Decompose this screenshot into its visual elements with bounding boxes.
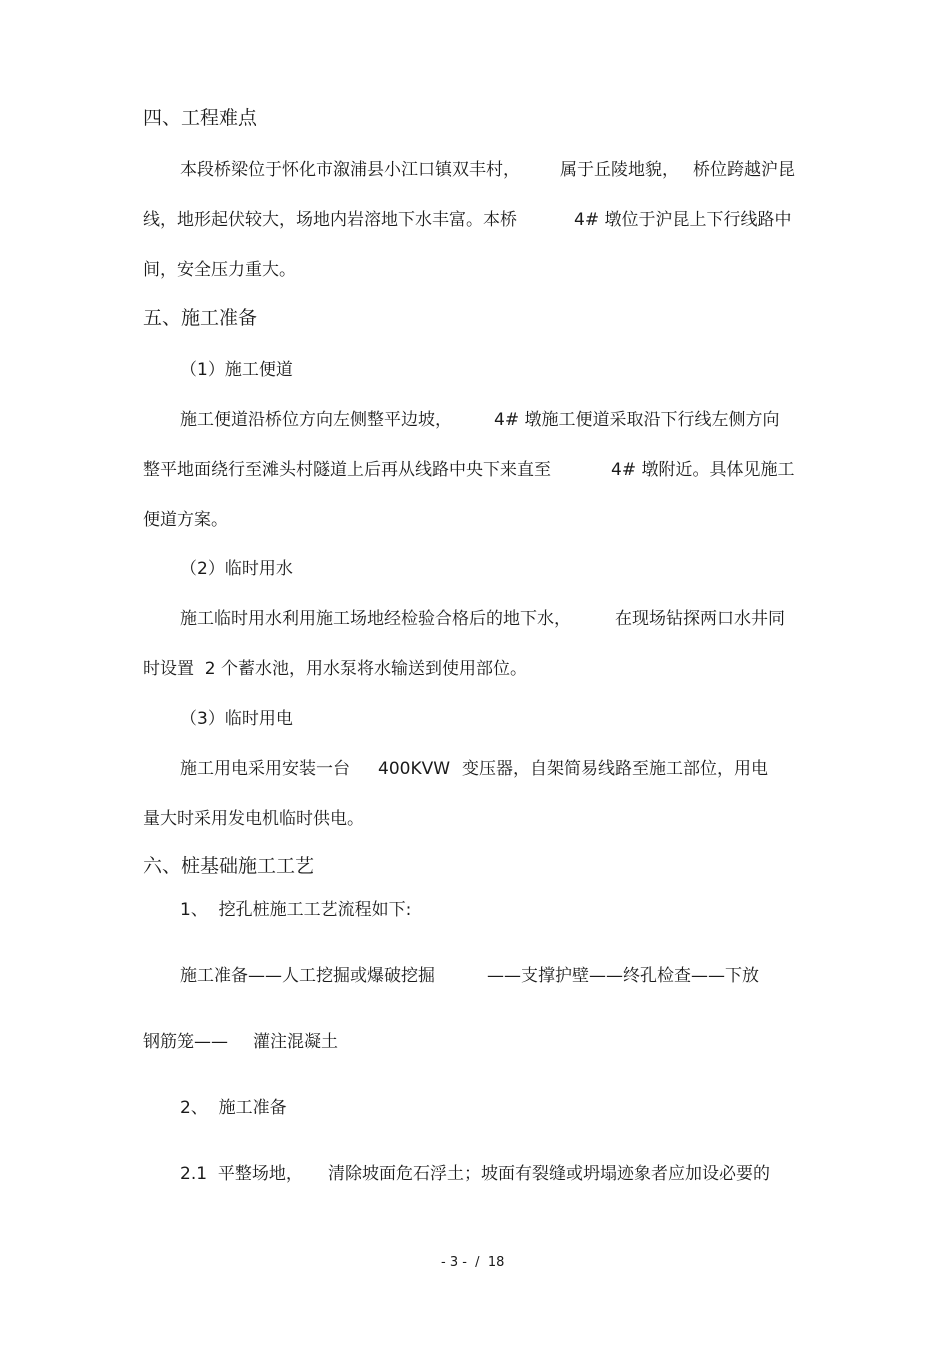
section6-flow-l1b: ——支撑护壁——终孔检查——下放 (487, 966, 759, 986)
section4-p1-l1b: 属于丘陵地貌， (560, 160, 679, 180)
section5-p3-l1a: 施工用电采用安装一台 (180, 759, 350, 779)
section4-p1-l2a: 线，地形起伏较大，场地内岩溶地下水丰富。本桥 (143, 210, 517, 230)
section4-p1-l1a: 本段桥梁位于怀化市溆浦县小江口镇双丰村， (180, 160, 520, 180)
section4-p1-l3: 间，安全压力重大。 (143, 260, 296, 280)
section5-sub1: （1）施工便道 (180, 360, 293, 380)
section6-p21-b: 清除坡面危石浮土； (328, 1164, 481, 1184)
section5-p3-l1c: 变压器，自架简易线路至施工部位，用电 (462, 759, 768, 779)
section5-p1-l2b: 4# 墩附近。具体见施工 (611, 460, 795, 480)
section4-p1-l1c: 桥位跨越沪昆 (693, 160, 795, 180)
page-number: - 3 - / 18 (441, 1255, 505, 1270)
section5-p1-l3: 便道方案。 (143, 510, 228, 530)
section5-p2-l2: 时设置 2 个蓄水池，用水泵将水输送到使用部位。 (143, 659, 528, 679)
section4-heading: 四、工程难点 (143, 107, 258, 129)
section6-flow-l2b: 灌注混凝土 (253, 1032, 338, 1052)
section5-p3-l2: 量大时采用发电机临时供电。 (143, 809, 364, 829)
section5-p2-l1b: 在现场钻探两口水井同 (615, 609, 785, 629)
section4-p1-l2b: 4# 墩位于沪昆上下行线路中 (574, 210, 792, 230)
section5-p2-l1a: 施工临时用水利用施工场地经检验合格后的地下水， (180, 609, 571, 629)
section5-p3-l1b: 400KVW (378, 759, 451, 779)
section5-p1-l2a: 整平地面绕行至滩头村隧道上后再从线路中央下来直至 (143, 460, 551, 480)
section5-sub3: （3）临时用电 (180, 709, 293, 729)
section6-p21-c: 坡面有裂缝或坍塌迹象者应加设必要的 (481, 1164, 770, 1184)
section6-flow-l1a: 施工准备——人工挖掘或爆破挖掘 (180, 966, 435, 986)
section6-flow-l2a: 钢筋笼—— (143, 1032, 228, 1052)
section5-p1-l1b: 4# 墩施工便道采取沿下行线左侧方向 (494, 410, 780, 430)
section6-p21-a: 2.1 平整场地， (180, 1164, 303, 1184)
section6-item2: 2、 施工准备 (180, 1098, 287, 1118)
section6-item1: 1、 挖孔桩施工工艺流程如下: (180, 900, 412, 920)
section5-heading: 五、施工准备 (143, 307, 258, 329)
section5-sub2: （2）临时用水 (180, 559, 293, 579)
section6-heading: 六、桩基础施工工艺 (143, 855, 315, 877)
section5-p1-l1a: 施工便道沿桥位方向左侧整平边坡， (180, 410, 452, 430)
